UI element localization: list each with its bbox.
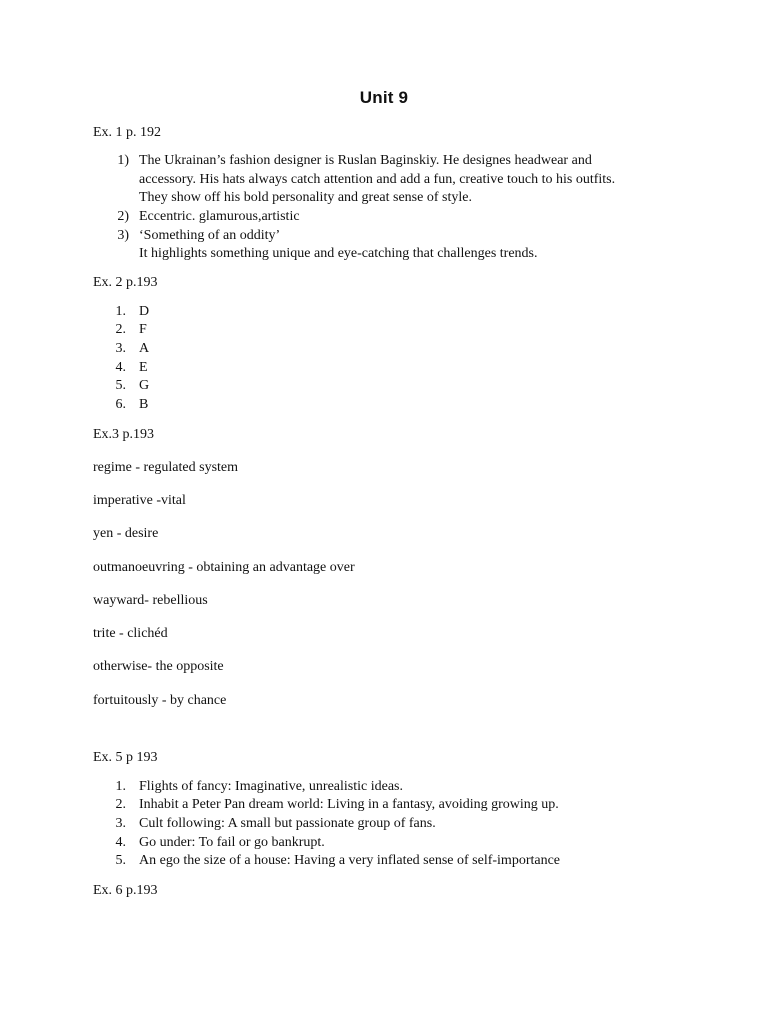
ex2-heading: Ex. 2 p.193 bbox=[93, 275, 158, 290]
ex1-item-text: The Ukrainan’s fashion designer is Ruslan Baginskiy. He designes headwear and bbox=[139, 153, 592, 168]
ex1-item-number: 2) bbox=[117, 209, 129, 224]
ex5-heading: Ex. 5 p 193 bbox=[93, 750, 158, 765]
ex2-item-number: 5. bbox=[115, 378, 126, 393]
ex3-heading: Ex.3 p.193 bbox=[93, 427, 155, 442]
ex1-item-text: accessory. His hats always catch attention and add a fun, creative touch to his outfits. bbox=[139, 172, 616, 187]
ex5-item-number: 3. bbox=[115, 816, 126, 831]
ex3-entry: trite - clichéd bbox=[93, 626, 168, 641]
ex2-item-answer: E bbox=[139, 360, 148, 375]
ex2-item-answer: A bbox=[139, 341, 150, 356]
ex3-entry: fortuitously - by chance bbox=[93, 693, 227, 708]
ex1-item-number: 1) bbox=[117, 153, 129, 168]
ex2-item-answer: F bbox=[139, 322, 147, 337]
ex2-item-number: 2. bbox=[115, 322, 126, 337]
ex3-entry: otherwise- the opposite bbox=[93, 659, 224, 674]
ex5-item-number: 4. bbox=[115, 835, 126, 850]
ex1-item-text: They show off his bold personality and great sense of style. bbox=[139, 190, 472, 205]
ex5-item-number: 2. bbox=[115, 797, 126, 812]
ex2-item-number: 4. bbox=[115, 360, 126, 375]
ex6-heading: Ex. 6 p.193 bbox=[93, 883, 158, 898]
ex2-item-answer: D bbox=[139, 304, 150, 319]
ex1-item-text: It highlights something unique and eye-catching that challenges trends. bbox=[139, 246, 538, 261]
ex1-item-number: 3) bbox=[117, 228, 129, 243]
ex1-heading: Ex. 1 p. 192 bbox=[93, 125, 162, 140]
ex5-item-number: 1. bbox=[115, 779, 126, 794]
ex3-entry: imperative -vital bbox=[93, 493, 186, 508]
ex1-item-text: ‘Something of an oddity’ bbox=[139, 228, 281, 243]
ex5-item-number: 5. bbox=[115, 853, 126, 868]
ex5-item-text: Cult following: A small but passionate group of fans. bbox=[139, 816, 436, 831]
ex2-item-answer: G bbox=[139, 378, 150, 393]
ex5-item-text: Flights of fancy: Imaginative, unrealistic ideas. bbox=[139, 779, 403, 794]
ex5-item-text: Go under: To fail or go bankrupt. bbox=[139, 835, 325, 850]
ex3-entry: yen - desire bbox=[93, 526, 159, 541]
ex2-item-number: 6. bbox=[115, 397, 126, 412]
ex5-item-text: Inhabit a Peter Pan dream world: Living in a fantasy, avoiding growing up. bbox=[139, 797, 559, 812]
ex3-entry: outmanoeuvring - obtaining an advantage over bbox=[93, 560, 355, 575]
ex3-entry: wayward- rebellious bbox=[93, 593, 208, 608]
ex2-item-answer: B bbox=[139, 397, 149, 412]
ex3-entry: regime - regulated system bbox=[93, 460, 239, 475]
page-title: Unit 9 bbox=[359, 88, 409, 107]
ex2-item-number: 3. bbox=[115, 341, 126, 356]
ex2-item-number: 1. bbox=[115, 304, 126, 319]
ex5-item-text: An ego the size of a house: Having a very inflated sense of self-importance bbox=[139, 853, 561, 868]
ex1-item-text: Eccentric. glamurous,artistic bbox=[139, 209, 300, 224]
